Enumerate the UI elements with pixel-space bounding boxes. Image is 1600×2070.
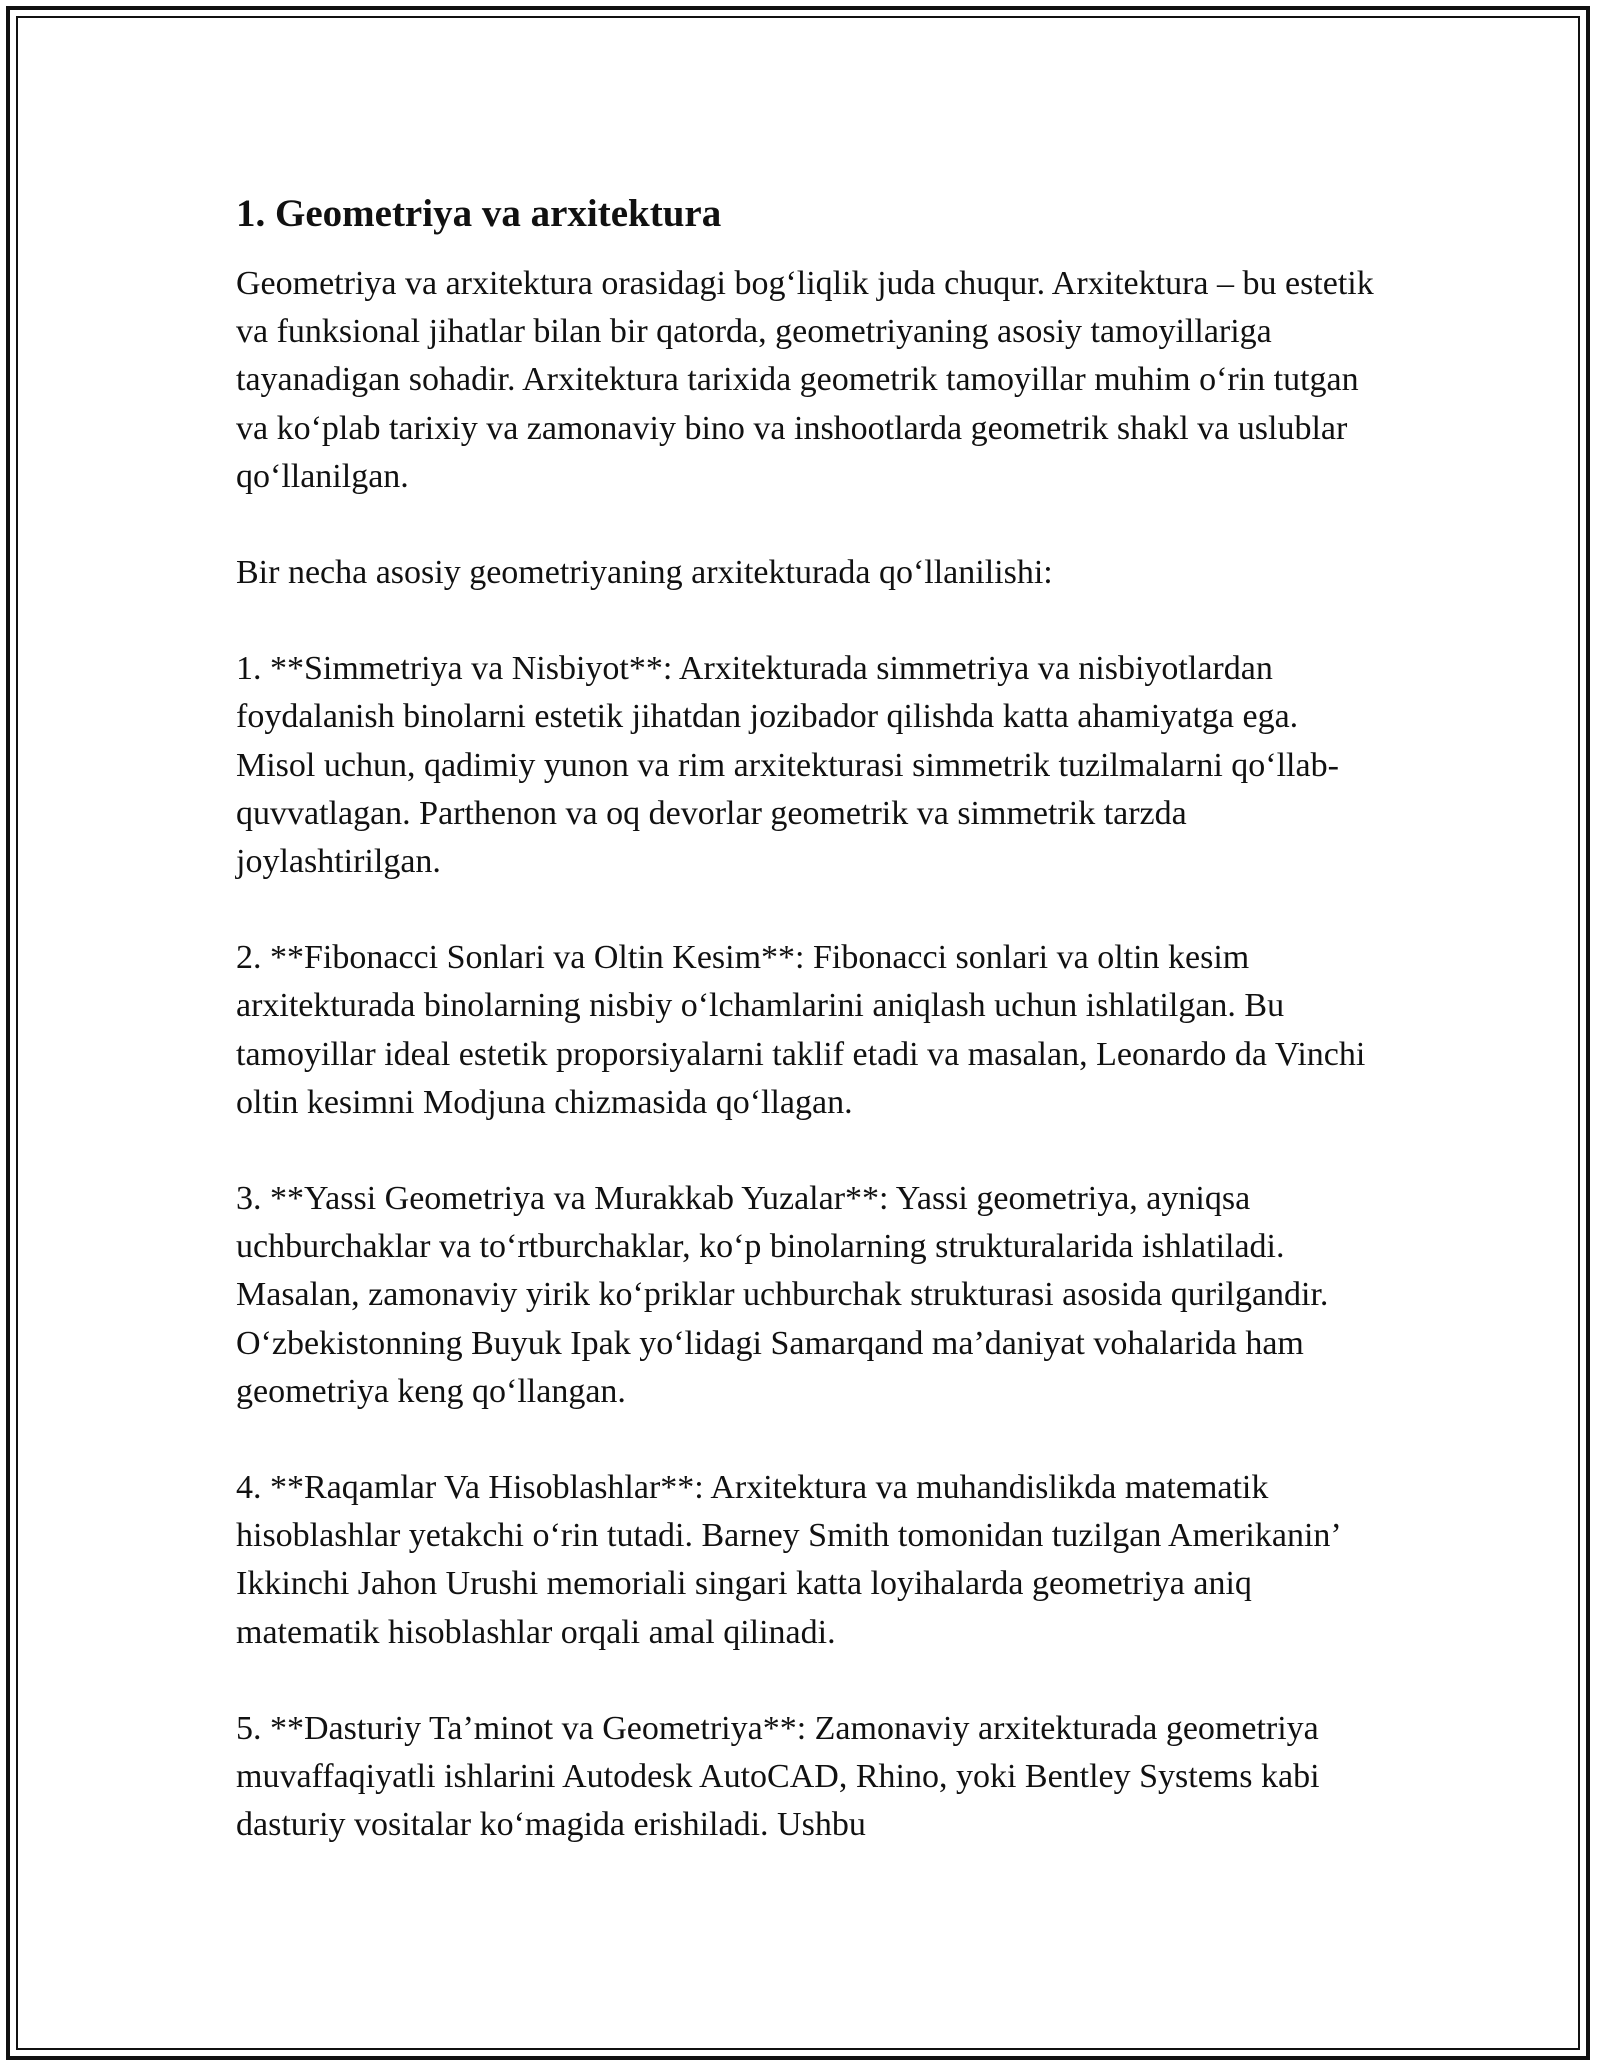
document-body bbox=[236, 186, 1386, 1897]
list-item-calculations: 4. **Raqamlar Va Hisoblashlar**: Arxitektura va muhandislikda matematik hisoblashlar yetakchi o‘rin tutadi. Barney Smith tomonidan tuzilgan Amerikanin’ Ikkinchi Jahon Urushi memoriali singari katta loyihalarda geometriya aniq matematik hisoblashlar orqali amal qilinadi. bbox=[236, 1469, 1340, 1651]
intro-paragraph: Geometriya va arxitektura orasidagi bog‘liqlik juda chuqur. Arxitektura – bu estetik va funksional jihatlar bilan bir qatorda, geometriyaning asosiy tamoyillariga tayanadigan sohadir. Arxitektura tarixida geometrik tamoyillar muhim o‘rin tutgan va ko‘plab tarixiy va zamonaviy bino va inshootlarda geometrik shakl va uslublar qo‘llanilgan. bbox=[236, 265, 1374, 495]
list-item-symmetry: 1. **Simmetriya va Nisbiyot**: Arxitekturada simmetriya va nisbiyotlardan foydalanish binolarni estetik jihatdan jozibador qilishda katta ahamiyatga ega. Misol uchun, qadimiy yunon va rim arxitekturasi simmetrik tuzilmalarni qo‘llab-quvvatlagan. Parthenon va oq devorlar geometrik va simmetrik tarzda joylashtirilgan. bbox=[236, 650, 1339, 881]
section-heading: 1. Geometriya va arxitektura bbox=[236, 192, 722, 235]
list-item-software: 5. **Dasturiy Ta’minot va Geometriya**: Zamonaviy arxitekturada geometriya muvaffaqiyatli ishlarini Autodesk AutoCAD, Rhino, yoki Bentley Systems kabi dasturiy vositalar ko‘magida erishiladi. Ushbu bbox=[236, 1709, 1320, 1844]
list-item-fibonacci: 2. **Fibonacci Sonlari va Oltin Kesim**: Fibonacci sonlari va oltin kesim arxitekturada binolarning nisbiy o‘lchamlarini aniqlash uchun ishlatilgan. Bu tamoyillar ideal estetik proporsiyalarni taklif etadi va masalan, Leonardo da Vinchi oltin kesimni Modjuna chizmasida qo‘llagan. bbox=[236, 939, 1366, 1121]
list-item-plane-geometry: 3. **Yassi Geometriya va Murakkab Yuzalar**: Yassi geometriya, ayniqsa uchburchaklar va to‘rtburchaklar, ko‘p binolarning strukturalarida ishlatiladi. Masalan, zamonaviy yirik ko‘priklar uchburchak strukturasi asosida qurilgandir. O‘zbekistonning Buyuk Ipak yo‘lidagi Samarqand ma’daniyat vohalarida ham geometriya keng qo‘llangan. bbox=[236, 1180, 1329, 1410]
list-intro-paragraph: Bir necha asosiy geometriyaning arxitekturada qo‘llanilishi: bbox=[236, 554, 1053, 592]
